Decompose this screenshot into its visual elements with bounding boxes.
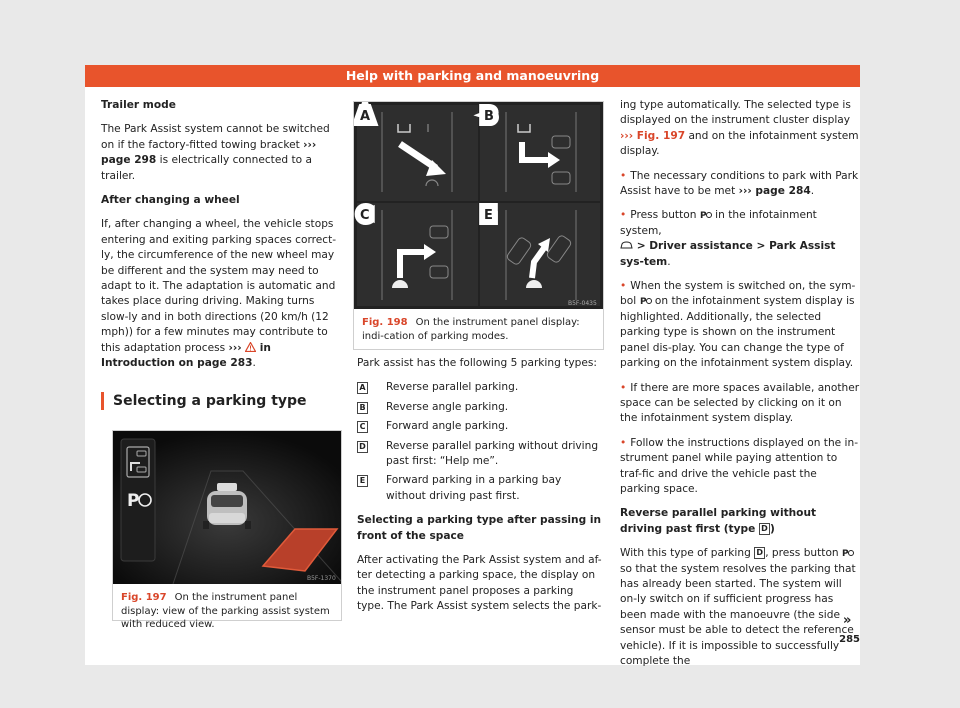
list-item: B Reverse angle parking.: [357, 400, 603, 415]
parking-modes-image: [354, 102, 603, 309]
svg-text:P: P: [127, 491, 140, 511]
left-column: [101, 98, 338, 410]
instrument-panel-image: [113, 431, 341, 584]
trailer-heading: Trailer mode: [101, 99, 176, 111]
trailer-paragraph: The Park Assist system cannot be switched on if the factory-fitted towing bracket ››› page 298 is electrically connected to a trailer.: [101, 123, 330, 182]
continue-arrow: »: [843, 613, 852, 628]
reverse-parallel-paragraph: With this type of parking D , press button P so that the system resolves the parking that has already been started. The system will on-ly switch on if sufficient progress has been made with the manoeuvre (the side sensor must be able to detect the reference vehicle). If it is impossible to successfully complete the: [620, 547, 856, 667]
wheel-intro-link[interactable]: in Introduction on page 283: [101, 341, 271, 370]
reverse-parallel-heading: Reverse parallel parking without driving past first (type D ): [620, 507, 817, 535]
wheel-paragraph: If, after changing a wheel, the vehicle stops entering and exiting parking spaces correct-ly, the circumference of the new wheel may be different and the system may need to adapt to it. The adaptation is automatic and takes place during driving. Making turns slow-ly and in both directions (20 km/h (12 mph)) for a few minutes may contribute to this adaptation process ››› in Introduction on page 283.: [101, 218, 337, 370]
fig198-caption: Fig. 198 On the instrument panel display: indi-cation of parking modes.: [362, 317, 580, 342]
trailer-page-link[interactable]: ››› page 298: [101, 138, 317, 167]
type-key-d-inline-2: D: [754, 547, 765, 559]
fig197-code: B5F-1370: [307, 575, 336, 582]
wheel-link-arrows[interactable]: ›››: [228, 341, 242, 354]
car-menu-icon: [620, 240, 633, 250]
warning-icon: [245, 342, 256, 352]
list-item: D Reverse parallel parking without driving past first: “Help me”.: [357, 439, 603, 470]
middle-column: [357, 356, 603, 624]
fig197-caption: Fig. 197 On the instrument panel display: view of the parking assist system with reduced view.: [121, 592, 330, 630]
fig198-label-b: B: [484, 109, 494, 124]
type-display-paragraph: ing type automatically. The selected type is displayed on the instrument cluster display ››› Fig. 197 and on the infotainment system display.: [620, 99, 859, 158]
bullet-icon: •: [620, 209, 627, 222]
select-paragraph: After activating the Park Assist system and af-ter detecting a parking space, the display on the instrument panel proposes a parking type. The Park Assist system selects the park-: [357, 554, 602, 613]
figure-197: [112, 430, 342, 630]
bullet-icon: •: [620, 381, 627, 394]
parking-types-list: [357, 380, 603, 504]
page-number: 285: [839, 634, 860, 645]
page-284-link[interactable]: ››› page 284: [738, 185, 811, 198]
bullet-conditions: • The necessary conditions to park with Park Assist have to be met ››› page 284.: [620, 169, 859, 198]
list-item: A Reverse parallel parking.: [357, 380, 603, 395]
type-key-c: C: [357, 421, 368, 433]
bullet-icon: •: [620, 436, 627, 449]
types-intro: Park assist has the following 5 parking types:: [357, 357, 597, 369]
bullet-icon: •: [620, 280, 627, 293]
select-heading: Selecting a parking type after passing in front of the space: [357, 514, 602, 542]
fig197-number: Fig. 197: [121, 592, 167, 603]
svg-text:P: P: [699, 211, 707, 220]
fig198-number: Fig. 198: [362, 317, 408, 328]
type-key-a: A: [357, 382, 368, 394]
park-assist-button-icon: [842, 547, 854, 557]
bullet-more-spaces: • If there are more spaces available, another space can be selected by clicking on it on the infotainment system display.: [620, 381, 860, 425]
type-key-d: D: [357, 441, 368, 453]
svg-text:P: P: [842, 549, 849, 558]
svg-text:P: P: [639, 297, 647, 306]
type-key-d-inline: D: [759, 523, 770, 535]
park-assist-symbol-icon: [640, 295, 652, 305]
fig198-label-e: E: [484, 208, 493, 223]
list-item: E Forward parking in a parking bay without driving past first.: [357, 473, 603, 504]
bullet-icon: •: [620, 169, 627, 182]
type-key-e: E: [357, 475, 368, 487]
figure-198: [353, 101, 604, 350]
section-title: Selecting a parking type: [101, 392, 338, 410]
park-assist-button-icon: [700, 209, 712, 219]
bullet-symbol-highlight: • When the system is switched on, the sym-bol P on the infotainment system display is highlighted. Additionally, the selected parking type is shown on the instrument panel dis-play. You can change the type of parking on the infotainment system display.: [620, 280, 856, 370]
bullet-follow-instructions: • Follow the instructions displayed on the in-strument panel while paying attention to traf-fic and drive the vehicle past the parking space.: [620, 436, 859, 495]
fig198-code: B5F-0435: [568, 300, 597, 307]
fig198-label-c: C: [360, 208, 370, 223]
type-key-b: B: [357, 402, 368, 414]
bullet-press-button: • Press button P in the infotainment system, > Driver assistance > Park Assist sys-tem.: [620, 209, 836, 268]
page-header: Help with parking and manoeuvring: [85, 65, 860, 87]
fig198-label-a: A: [360, 109, 371, 124]
wheel-heading: After changing a wheel: [101, 194, 240, 207]
fig197-link[interactable]: ››› Fig. 197: [620, 129, 686, 142]
list-item: C Forward angle parking.: [357, 419, 603, 434]
right-column: [620, 98, 860, 678]
